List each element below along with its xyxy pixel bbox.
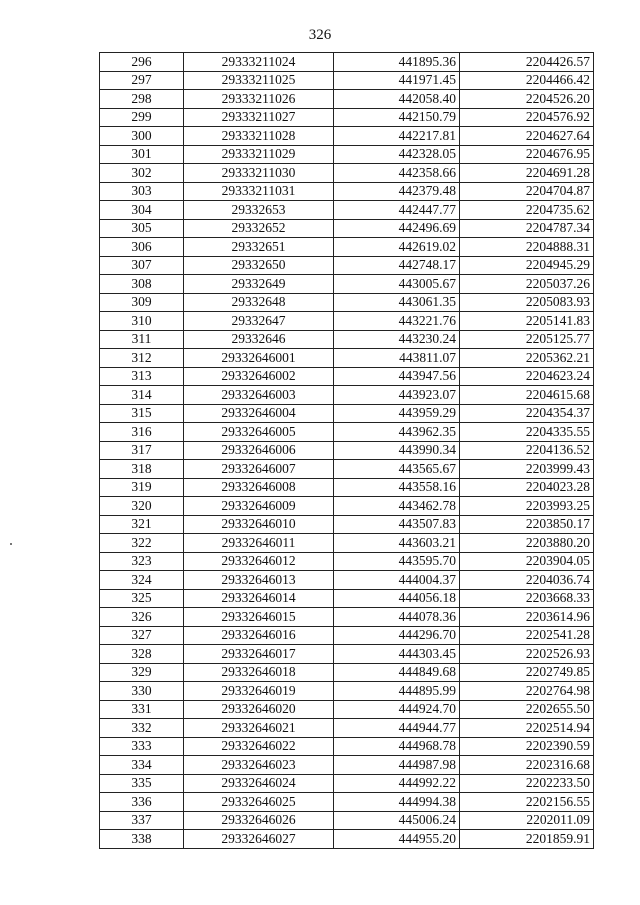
point-id-cell: 29332646002 xyxy=(184,367,334,386)
point-id-cell: 29332652 xyxy=(184,219,334,238)
x-coordinate-cell: 443923.07 xyxy=(334,386,460,405)
row-number-cell: 328 xyxy=(100,645,184,664)
table-row xyxy=(100,293,594,312)
row-number-cell: 324 xyxy=(100,571,184,590)
table-row xyxy=(100,108,594,127)
y-coordinate-cell: 2204023.28 xyxy=(460,478,594,497)
y-coordinate-cell: 2204036.74 xyxy=(460,571,594,590)
point-id-cell: 29332646013 xyxy=(184,571,334,590)
x-coordinate-cell: 442379.48 xyxy=(334,182,460,201)
y-coordinate-cell: 2203850.17 xyxy=(460,515,594,534)
x-coordinate-cell: 443230.24 xyxy=(334,330,460,349)
table-row xyxy=(100,478,594,497)
x-coordinate-cell: 444968.78 xyxy=(334,737,460,756)
table-row xyxy=(100,367,594,386)
point-id-cell: 29332650 xyxy=(184,256,334,275)
x-coordinate-cell: 444944.77 xyxy=(334,719,460,738)
point-id-cell: 29332646023 xyxy=(184,756,334,775)
table-row xyxy=(100,663,594,682)
row-number-cell: 326 xyxy=(100,608,184,627)
point-id-cell: 29332649 xyxy=(184,275,334,294)
point-id-cell: 29333211027 xyxy=(184,108,334,127)
y-coordinate-cell: 2205141.83 xyxy=(460,312,594,331)
row-number-cell: 299 xyxy=(100,108,184,127)
table-row xyxy=(100,460,594,479)
x-coordinate-cell: 444849.68 xyxy=(334,663,460,682)
x-coordinate-cell: 444987.98 xyxy=(334,756,460,775)
row-number-cell: 332 xyxy=(100,719,184,738)
y-coordinate-cell: 2204945.29 xyxy=(460,256,594,275)
x-coordinate-cell: 442748.17 xyxy=(334,256,460,275)
x-coordinate-cell: 442217.81 xyxy=(334,127,460,146)
table-row xyxy=(100,238,594,257)
point-id-cell: 29332646007 xyxy=(184,460,334,479)
table-row xyxy=(100,571,594,590)
y-coordinate-cell: 2204888.31 xyxy=(460,238,594,257)
point-id-cell: 29332646 xyxy=(184,330,334,349)
y-coordinate-cell: 2202541.28 xyxy=(460,626,594,645)
table-row xyxy=(100,386,594,405)
table-row xyxy=(100,719,594,738)
row-number-cell: 308 xyxy=(100,275,184,294)
point-id-cell: 29332646005 xyxy=(184,423,334,442)
point-id-cell: 29332646018 xyxy=(184,663,334,682)
row-number-cell: 296 xyxy=(100,53,184,72)
point-id-cell: 29332646009 xyxy=(184,497,334,516)
point-id-cell: 29332646026 xyxy=(184,811,334,830)
table-row xyxy=(100,793,594,812)
table-row xyxy=(100,312,594,331)
row-number-cell: 323 xyxy=(100,552,184,571)
row-number-cell: 300 xyxy=(100,127,184,146)
point-id-cell: 29332646006 xyxy=(184,441,334,460)
y-coordinate-cell: 2204576.92 xyxy=(460,108,594,127)
y-coordinate-cell: 2202011.09 xyxy=(460,811,594,830)
x-coordinate-cell: 443565.67 xyxy=(334,460,460,479)
row-number-cell: 333 xyxy=(100,737,184,756)
x-coordinate-cell: 442358.66 xyxy=(334,164,460,183)
row-number-cell: 329 xyxy=(100,663,184,682)
table-row xyxy=(100,164,594,183)
table-row xyxy=(100,534,594,553)
x-coordinate-cell: 443462.78 xyxy=(334,497,460,516)
point-id-cell: 29333211028 xyxy=(184,127,334,146)
table-row xyxy=(100,404,594,423)
point-id-cell: 29332646011 xyxy=(184,534,334,553)
y-coordinate-cell: 2202526.93 xyxy=(460,645,594,664)
point-id-cell: 29332646014 xyxy=(184,589,334,608)
table-row xyxy=(100,201,594,220)
point-id-cell: 29333211025 xyxy=(184,71,334,90)
table-row xyxy=(100,256,594,275)
y-coordinate-cell: 2203999.43 xyxy=(460,460,594,479)
point-id-cell: 29332646022 xyxy=(184,737,334,756)
y-coordinate-cell: 2203880.20 xyxy=(460,534,594,553)
x-coordinate-cell: 442619.02 xyxy=(334,238,460,257)
point-id-cell: 29333211031 xyxy=(184,182,334,201)
row-number-cell: 325 xyxy=(100,589,184,608)
point-id-cell: 29332646001 xyxy=(184,349,334,368)
table-row xyxy=(100,700,594,719)
x-coordinate-cell: 443558.16 xyxy=(334,478,460,497)
x-coordinate-cell: 443005.67 xyxy=(334,275,460,294)
x-coordinate-cell: 444004.37 xyxy=(334,571,460,590)
y-coordinate-cell: 2204466.42 xyxy=(460,71,594,90)
y-coordinate-cell: 2204526.20 xyxy=(460,90,594,109)
row-number-cell: 321 xyxy=(100,515,184,534)
table-row xyxy=(100,497,594,516)
point-id-cell: 29332646003 xyxy=(184,386,334,405)
y-coordinate-cell: 2203904.05 xyxy=(460,552,594,571)
table-row xyxy=(100,441,594,460)
y-coordinate-cell: 2204676.95 xyxy=(460,145,594,164)
table-row xyxy=(100,682,594,701)
point-id-cell: 29332646017 xyxy=(184,645,334,664)
row-number-cell: 331 xyxy=(100,700,184,719)
point-id-cell: 29333211026 xyxy=(184,90,334,109)
y-coordinate-cell: 2204704.87 xyxy=(460,182,594,201)
y-coordinate-cell: 2204735.62 xyxy=(460,201,594,220)
x-coordinate-cell: 444303.45 xyxy=(334,645,460,664)
point-id-cell: 29332646012 xyxy=(184,552,334,571)
row-number-cell: 301 xyxy=(100,145,184,164)
row-number-cell: 297 xyxy=(100,71,184,90)
y-coordinate-cell: 2202764.98 xyxy=(460,682,594,701)
table-row xyxy=(100,145,594,164)
x-coordinate-cell: 443221.76 xyxy=(334,312,460,331)
table-row xyxy=(100,589,594,608)
x-coordinate-cell: 443947.56 xyxy=(334,367,460,386)
row-number-cell: 317 xyxy=(100,441,184,460)
table-row xyxy=(100,53,594,72)
y-coordinate-cell: 2201859.91 xyxy=(460,830,594,849)
row-number-cell: 335 xyxy=(100,774,184,793)
y-coordinate-cell: 2203668.33 xyxy=(460,589,594,608)
row-number-cell: 319 xyxy=(100,478,184,497)
point-id-cell: 29332647 xyxy=(184,312,334,331)
x-coordinate-cell: 444056.18 xyxy=(334,589,460,608)
row-number-cell: 322 xyxy=(100,534,184,553)
page-number: 326 xyxy=(308,27,332,43)
row-number-cell: 307 xyxy=(100,256,184,275)
row-number-cell: 316 xyxy=(100,423,184,442)
y-coordinate-cell: 2204787.34 xyxy=(460,219,594,238)
table-row xyxy=(100,608,594,627)
point-id-cell: 29332646004 xyxy=(184,404,334,423)
y-coordinate-cell: 2203993.25 xyxy=(460,497,594,516)
y-coordinate-cell: 2205125.77 xyxy=(460,330,594,349)
y-coordinate-cell: 2204615.68 xyxy=(460,386,594,405)
x-coordinate-cell: 444992.22 xyxy=(334,774,460,793)
point-id-cell: 29333211029 xyxy=(184,145,334,164)
point-id-cell: 29332651 xyxy=(184,238,334,257)
table-row xyxy=(100,275,594,294)
y-coordinate-cell: 2205037.26 xyxy=(460,275,594,294)
x-coordinate-cell: 443595.70 xyxy=(334,552,460,571)
coordinates-table-body xyxy=(100,53,594,849)
y-coordinate-cell: 2204627.64 xyxy=(460,127,594,146)
table-row xyxy=(100,626,594,645)
point-id-cell: 29332653 xyxy=(184,201,334,220)
row-number-cell: 334 xyxy=(100,756,184,775)
row-number-cell: 302 xyxy=(100,164,184,183)
point-id-cell: 29332646021 xyxy=(184,719,334,738)
point-id-cell: 29332646016 xyxy=(184,626,334,645)
x-coordinate-cell: 443990.34 xyxy=(334,441,460,460)
x-coordinate-cell: 444078.36 xyxy=(334,608,460,627)
x-coordinate-cell: 445006.24 xyxy=(334,811,460,830)
row-number-cell: 330 xyxy=(100,682,184,701)
row-number-cell: 318 xyxy=(100,460,184,479)
x-coordinate-cell: 444994.38 xyxy=(334,793,460,812)
table-row xyxy=(100,71,594,90)
row-number-cell: 327 xyxy=(100,626,184,645)
x-coordinate-cell: 443811.07 xyxy=(334,349,460,368)
x-coordinate-cell: 443962.35 xyxy=(334,423,460,442)
x-coordinate-cell: 441895.36 xyxy=(334,53,460,72)
y-coordinate-cell: 2202749.85 xyxy=(460,663,594,682)
point-id-cell: 29332646010 xyxy=(184,515,334,534)
row-number-cell: 309 xyxy=(100,293,184,312)
x-coordinate-cell: 441971.45 xyxy=(334,71,460,90)
y-coordinate-cell: 2204354.37 xyxy=(460,404,594,423)
table-row xyxy=(100,127,594,146)
row-number-cell: 314 xyxy=(100,386,184,405)
table-row xyxy=(100,349,594,368)
table-row xyxy=(100,830,594,849)
row-number-cell: 337 xyxy=(100,811,184,830)
row-number-cell: 298 xyxy=(100,90,184,109)
x-coordinate-cell: 443603.21 xyxy=(334,534,460,553)
point-id-cell: 29332646024 xyxy=(184,774,334,793)
point-id-cell: 29332648 xyxy=(184,293,334,312)
point-id-cell: 29332646019 xyxy=(184,682,334,701)
y-coordinate-cell: 2202316.68 xyxy=(460,756,594,775)
row-number-cell: 310 xyxy=(100,312,184,331)
y-coordinate-cell: 2205083.93 xyxy=(460,293,594,312)
y-coordinate-cell: 2202390.59 xyxy=(460,737,594,756)
table-row xyxy=(100,737,594,756)
x-coordinate-cell: 443959.29 xyxy=(334,404,460,423)
x-coordinate-cell: 444296.70 xyxy=(334,626,460,645)
table-row xyxy=(100,423,594,442)
x-coordinate-cell: 443061.35 xyxy=(334,293,460,312)
row-number-cell: 336 xyxy=(100,793,184,812)
y-coordinate-cell: 2204426.57 xyxy=(460,53,594,72)
row-number-cell: 338 xyxy=(100,830,184,849)
point-id-cell: 29332646025 xyxy=(184,793,334,812)
y-coordinate-cell: 2202156.55 xyxy=(460,793,594,812)
row-number-cell: 313 xyxy=(100,367,184,386)
y-coordinate-cell: 2204136.52 xyxy=(460,441,594,460)
table-row xyxy=(100,774,594,793)
x-coordinate-cell: 442496.69 xyxy=(334,219,460,238)
x-coordinate-cell: 442058.40 xyxy=(334,90,460,109)
table-row xyxy=(100,811,594,830)
row-number-cell: 312 xyxy=(100,349,184,368)
y-coordinate-cell: 2202514.94 xyxy=(460,719,594,738)
row-number-cell: 311 xyxy=(100,330,184,349)
row-number-cell: 320 xyxy=(100,497,184,516)
row-number-cell: 306 xyxy=(100,238,184,257)
y-coordinate-cell: 2204691.28 xyxy=(460,164,594,183)
x-coordinate-cell: 444895.99 xyxy=(334,682,460,701)
x-coordinate-cell: 444924.70 xyxy=(334,700,460,719)
point-id-cell: 29332646027 xyxy=(184,830,334,849)
coordinates-table xyxy=(99,52,594,849)
table-row xyxy=(100,515,594,534)
x-coordinate-cell: 442150.79 xyxy=(334,108,460,127)
point-id-cell: 29333211024 xyxy=(184,53,334,72)
y-coordinate-cell: 2203614.96 xyxy=(460,608,594,627)
point-id-cell: 29332646008 xyxy=(184,478,334,497)
row-number-cell: 304 xyxy=(100,201,184,220)
x-coordinate-cell: 443507.83 xyxy=(334,515,460,534)
row-number-cell: 315 xyxy=(100,404,184,423)
point-id-cell: 29332646015 xyxy=(184,608,334,627)
table-row xyxy=(100,552,594,571)
y-coordinate-cell: 2202233.50 xyxy=(460,774,594,793)
table-row xyxy=(100,219,594,238)
table-row xyxy=(100,182,594,201)
row-number-cell: 305 xyxy=(100,219,184,238)
point-id-cell: 29333211030 xyxy=(184,164,334,183)
table-row xyxy=(100,756,594,775)
y-coordinate-cell: 2204623.24 xyxy=(460,367,594,386)
y-coordinate-cell: 2204335.55 xyxy=(460,423,594,442)
x-coordinate-cell: 444955.20 xyxy=(334,830,460,849)
y-coordinate-cell: 2205362.21 xyxy=(460,349,594,368)
x-coordinate-cell: 442447.77 xyxy=(334,201,460,220)
table-row xyxy=(100,645,594,664)
y-coordinate-cell: 2202655.50 xyxy=(460,700,594,719)
table-row xyxy=(100,330,594,349)
row-number-cell: 303 xyxy=(100,182,184,201)
point-id-cell: 29332646020 xyxy=(184,700,334,719)
margin-speck xyxy=(10,543,12,545)
x-coordinate-cell: 442328.05 xyxy=(334,145,460,164)
table-row xyxy=(100,90,594,109)
